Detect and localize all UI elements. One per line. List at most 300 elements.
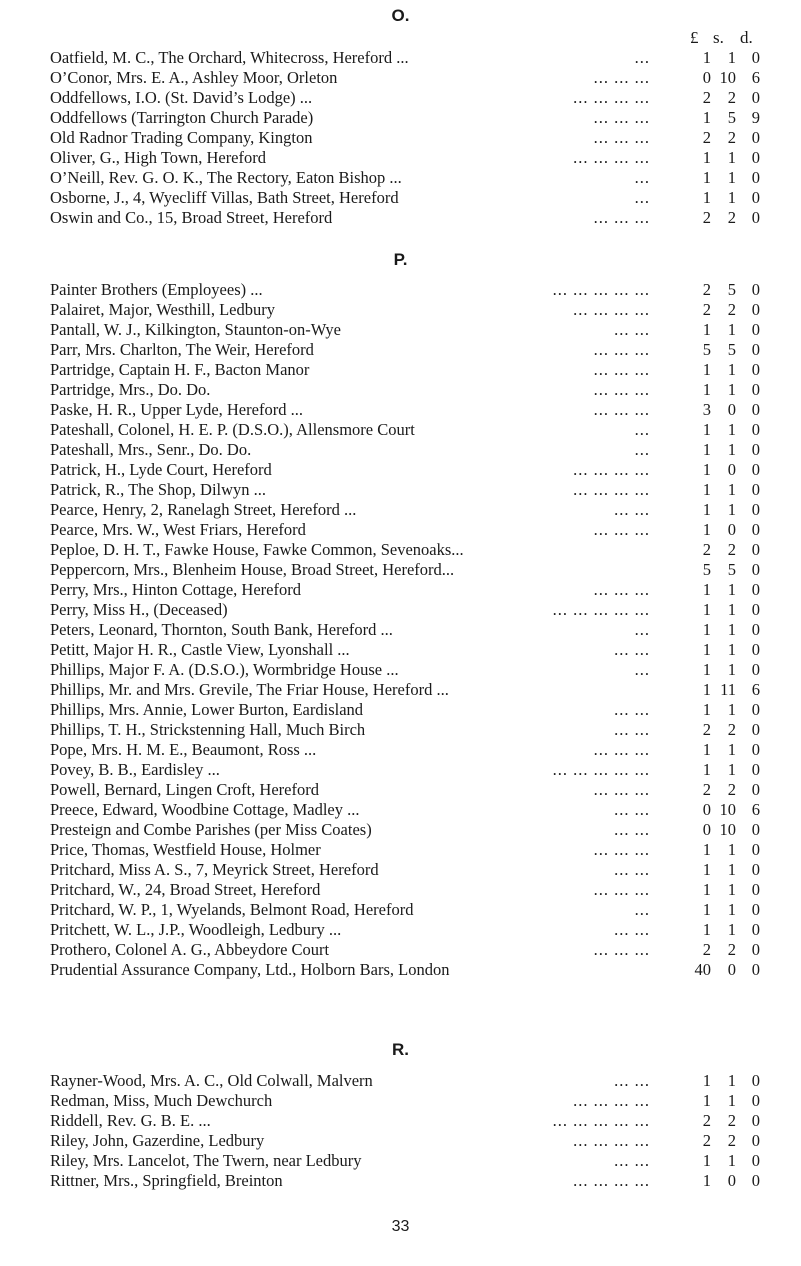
amount-pence: 0 bbox=[751, 148, 760, 167]
subscriber-row bbox=[50, 1111, 760, 1131]
amount-shillings: 10 bbox=[719, 800, 736, 819]
amount-pence: 0 bbox=[751, 600, 760, 619]
amount-pence: 0 bbox=[751, 580, 760, 599]
amount-shillings: 1 bbox=[727, 188, 736, 207]
amount-pounds: 1 bbox=[702, 520, 711, 539]
amount-pence: 0 bbox=[751, 900, 760, 919]
subscriber-row bbox=[50, 700, 760, 720]
amount-pounds: 1 bbox=[702, 680, 711, 699]
amount-shillings: 1 bbox=[727, 320, 736, 339]
subscriber-name: Oatfield, M. C., The Orchard, Whitecross, Hereford ... bbox=[50, 48, 409, 67]
subscriber-row bbox=[50, 400, 760, 420]
amount-pence: 0 bbox=[751, 920, 760, 939]
leader-dots: ... ... ... bbox=[593, 580, 650, 599]
amount-shillings: 1 bbox=[727, 580, 736, 599]
amount-pence: 0 bbox=[751, 460, 760, 479]
amount-pence: 0 bbox=[751, 188, 760, 207]
amount-pounds: 1 bbox=[702, 188, 711, 207]
subscriber-row bbox=[50, 148, 760, 168]
amount-pounds: 40 bbox=[694, 960, 711, 979]
subscriber-row bbox=[50, 680, 760, 700]
subscriber-row bbox=[50, 820, 760, 840]
leader-dots: ... ... ... bbox=[593, 840, 650, 859]
subscriber-row bbox=[50, 600, 760, 620]
subscriber-row bbox=[50, 520, 760, 540]
subscriber-name: Peploe, D. H. T., Fawke House, Fawke Common, Sevenoaks... bbox=[50, 540, 464, 559]
amount-shillings: 1 bbox=[727, 860, 736, 879]
leader-dots: ... ... bbox=[614, 1151, 650, 1170]
amount-shillings: 2 bbox=[727, 1131, 736, 1150]
subscriber-name: Petitt, Major H. R., Castle View, Lyonshall ... bbox=[50, 640, 350, 659]
amount-pence: 0 bbox=[751, 860, 760, 879]
subscriber-row bbox=[50, 108, 760, 128]
subscriber-name: Perry, Mrs., Hinton Cottage, Hereford bbox=[50, 580, 301, 599]
amount-shillings: 10 bbox=[719, 820, 736, 839]
subscriber-row bbox=[50, 1091, 760, 1111]
subscriber-name: Phillips, Major F. A. (D.S.O.), Wormbridge House ... bbox=[50, 660, 399, 679]
subscriber-row bbox=[50, 860, 760, 880]
subscriber-name: Pateshall, Colonel, H. E. P. (D.S.O.), Allensmore Court bbox=[50, 420, 415, 439]
amount-shillings: 1 bbox=[727, 420, 736, 439]
amount-pounds: 0 bbox=[702, 800, 711, 819]
amount-pounds: 1 bbox=[702, 1151, 711, 1170]
leader-dots: ... ... ... ... ... bbox=[552, 280, 650, 299]
section-heading-p: P. bbox=[393, 250, 408, 269]
subscriber-name: Rayner-Wood, Mrs. A. C., Old Colwall, Malvern bbox=[50, 1071, 373, 1090]
amount-pounds: 1 bbox=[702, 1071, 711, 1090]
subscriber-name: Riley, John, Gazerdine, Ledbury bbox=[50, 1131, 265, 1150]
subscriber-row bbox=[50, 280, 760, 300]
amount-pence: 0 bbox=[751, 940, 760, 959]
subscriber-name: Phillips, Mr. and Mrs. Grevile, The Friar House, Hereford ... bbox=[50, 680, 449, 699]
leader-dots: ... ... ... bbox=[593, 400, 650, 419]
amount-pounds: 1 bbox=[702, 168, 711, 187]
amount-pence: 0 bbox=[751, 380, 760, 399]
amount-shillings: 1 bbox=[727, 740, 736, 759]
leader-dots: ... ... ... bbox=[593, 740, 650, 759]
amount-pence: 0 bbox=[751, 560, 760, 579]
amount-shillings: 1 bbox=[727, 48, 736, 67]
subscriber-name: Pearce, Mrs. W., West Friars, Hereford bbox=[50, 520, 306, 539]
subscriber-name: Pritchard, W., 24, Broad Street, Hereford bbox=[50, 880, 321, 899]
leader-dots: ... bbox=[634, 188, 650, 207]
section-p-list bbox=[50, 280, 760, 980]
subscriber-name: O’Conor, Mrs. E. A., Ashley Moor, Orleton bbox=[50, 68, 338, 87]
amount-pence: 0 bbox=[751, 540, 760, 559]
leader-dots: ... ... ... ... bbox=[573, 1171, 650, 1190]
amount-shillings: 1 bbox=[727, 380, 736, 399]
amount-pence: 0 bbox=[751, 48, 760, 67]
leader-dots: ... ... ... ... ... bbox=[552, 760, 650, 779]
amount-shillings: 1 bbox=[727, 168, 736, 187]
leader-dots: ... ... ... bbox=[593, 108, 650, 127]
leader-dots: ... bbox=[634, 48, 650, 67]
leader-dots: ... ... bbox=[614, 700, 650, 719]
leader-dots: ... ... ... ... ... bbox=[552, 600, 650, 619]
subscriber-name: Patrick, H., Lyde Court, Hereford bbox=[50, 460, 272, 479]
amount-pounds: 1 bbox=[702, 148, 711, 167]
subscriber-name: Prothero, Colonel A. G., Abbeydore Court bbox=[50, 940, 330, 959]
amount-shillings: 2 bbox=[727, 720, 736, 739]
leader-dots: ... ... ... ... bbox=[573, 1131, 650, 1150]
pounds-header: £ bbox=[690, 28, 699, 47]
amount-pence: 0 bbox=[751, 360, 760, 379]
subscriber-row bbox=[50, 208, 760, 228]
amount-pence: 0 bbox=[751, 760, 760, 779]
leader-dots: ... ... bbox=[614, 1071, 650, 1090]
leader-dots: ... ... bbox=[614, 860, 650, 879]
subscriber-row bbox=[50, 940, 760, 960]
subscriber-name: Phillips, Mrs. Annie, Lower Burton, Eardisland bbox=[50, 700, 364, 719]
subscriber-name: Pritchard, W. P., 1, Wyelands, Belmont Road, Hereford bbox=[50, 900, 414, 919]
amount-pounds: 2 bbox=[702, 208, 711, 227]
subscriber-name: Patrick, R., The Shop, Dilwyn ... bbox=[50, 480, 267, 499]
amount-pence: 0 bbox=[751, 440, 760, 459]
subscriber-name: Old Radnor Trading Company, Kington bbox=[50, 128, 313, 147]
amount-pounds: 2 bbox=[702, 300, 711, 319]
subscriber-name: Price, Thomas, Westfield House, Holmer bbox=[50, 840, 321, 859]
subscriber-name: Parr, Mrs. Charlton, The Weir, Hereford bbox=[50, 340, 314, 359]
amount-pence: 0 bbox=[751, 700, 760, 719]
amount-shillings: 2 bbox=[727, 128, 736, 147]
amount-pounds: 1 bbox=[702, 900, 711, 919]
amount-shillings: 1 bbox=[727, 1151, 736, 1170]
leader-dots: ... ... ... ... ... bbox=[552, 1111, 650, 1130]
leader-dots: ... ... ... ... bbox=[573, 300, 650, 319]
subscriber-row bbox=[50, 760, 760, 780]
subscriber-name: Powell, Bernard, Lingen Croft, Hereford bbox=[50, 780, 319, 799]
amount-shillings: 2 bbox=[727, 540, 736, 559]
subscriber-row bbox=[50, 740, 760, 760]
pence-header: d. bbox=[740, 28, 753, 47]
amount-shillings: 5 bbox=[727, 108, 736, 127]
subscriber-row bbox=[50, 900, 760, 920]
leader-dots: ... bbox=[634, 420, 650, 439]
amount-shillings: 5 bbox=[727, 560, 736, 579]
amount-pence: 0 bbox=[751, 620, 760, 639]
subscriber-name: Riley, Mrs. Lancelot, The Twern, near Ledbury bbox=[50, 1151, 362, 1170]
amount-pence: 0 bbox=[751, 88, 760, 107]
amount-shillings: 1 bbox=[727, 660, 736, 679]
amount-pence: 0 bbox=[751, 780, 760, 799]
subscriber-row bbox=[50, 188, 760, 208]
amount-pence: 0 bbox=[751, 820, 760, 839]
amount-pence: 0 bbox=[751, 128, 760, 147]
amount-pence: 9 bbox=[751, 108, 760, 127]
amount-pounds: 1 bbox=[702, 460, 711, 479]
leader-dots: ... bbox=[634, 900, 650, 919]
amount-pounds: 1 bbox=[702, 600, 711, 619]
amount-pounds: 1 bbox=[702, 640, 711, 659]
subscriber-name: Peppercorn, Mrs., Blenheim House, Broad Street, Hereford... bbox=[50, 560, 455, 579]
amount-pence: 0 bbox=[751, 320, 760, 339]
leader-dots: ... ... bbox=[614, 920, 650, 939]
amount-pence: 0 bbox=[751, 168, 760, 187]
subscriber-name: Partridge, Captain H. F., Bacton Manor bbox=[50, 360, 310, 379]
amount-pounds: 1 bbox=[702, 1171, 711, 1190]
subscriber-row bbox=[50, 1131, 760, 1151]
amount-shillings: 1 bbox=[727, 840, 736, 859]
amount-shillings: 1 bbox=[727, 880, 736, 899]
amount-pence: 0 bbox=[751, 340, 760, 359]
amount-pounds: 1 bbox=[702, 920, 711, 939]
amount-pence: 0 bbox=[751, 1111, 760, 1130]
amount-pounds: 1 bbox=[702, 500, 711, 519]
shillings-header: s. bbox=[713, 28, 724, 47]
subscriber-name: Pritchett, W. L., J.P., Woodleigh, Ledbury ... bbox=[50, 920, 342, 939]
amount-pounds: 2 bbox=[702, 1111, 711, 1130]
amount-pounds: 2 bbox=[702, 88, 711, 107]
subscriber-name: O’Neill, Rev. G. O. K., The Rectory, Eaton Bishop ... bbox=[50, 168, 402, 187]
amount-pence: 0 bbox=[751, 280, 760, 299]
amount-pounds: 2 bbox=[702, 940, 711, 959]
section-r-list bbox=[50, 1071, 760, 1191]
amount-shillings: 1 bbox=[727, 1071, 736, 1090]
amount-pounds: 1 bbox=[702, 620, 711, 639]
subscriber-name: Phillips, T. H., Strickstenning Hall, Much Birch bbox=[50, 720, 366, 739]
amount-pounds: 1 bbox=[702, 420, 711, 439]
subscriber-name: Presteign and Combe Parishes (per Miss Coates) bbox=[50, 820, 372, 839]
subscriber-name: Preece, Edward, Woodbine Cottage, Madley ... bbox=[50, 800, 360, 819]
subscriber-row bbox=[50, 620, 760, 640]
subscriber-name: Oddfellows (Tarrington Church Parade) bbox=[50, 108, 314, 127]
subscriber-row bbox=[50, 440, 760, 460]
subscriber-row bbox=[50, 420, 760, 440]
subscriber-row bbox=[50, 720, 760, 740]
leader-dots: ... bbox=[634, 660, 650, 679]
subscriber-name: Oddfellows, I.O. (St. David’s Lodge) ... bbox=[50, 88, 313, 107]
subscriber-row bbox=[50, 660, 760, 680]
page-number: 33 bbox=[391, 1218, 410, 1235]
section-heading-o: O. bbox=[391, 6, 410, 25]
amount-shillings: 10 bbox=[719, 68, 736, 87]
amount-shillings: 1 bbox=[727, 1091, 736, 1110]
amount-pounds: 1 bbox=[702, 740, 711, 759]
amount-shillings: 0 bbox=[727, 1171, 736, 1190]
leader-dots: ... bbox=[634, 620, 650, 639]
subscriber-row bbox=[50, 320, 760, 340]
subscriber-row bbox=[50, 540, 760, 560]
subscriber-row bbox=[50, 580, 760, 600]
amount-pence: 0 bbox=[751, 520, 760, 539]
subscriber-name: Oliver, G., High Town, Hereford bbox=[50, 148, 266, 167]
leader-dots: ... ... ... bbox=[593, 208, 650, 227]
amount-shillings: 2 bbox=[727, 300, 736, 319]
subscriber-row bbox=[50, 560, 760, 580]
leader-dots: ... ... ... bbox=[593, 340, 650, 359]
subscriber-name: Rittner, Mrs., Springfield, Breinton bbox=[50, 1171, 283, 1190]
subscriber-row bbox=[50, 1151, 760, 1171]
amount-pence: 6 bbox=[751, 680, 760, 699]
subscriber-row bbox=[50, 88, 760, 108]
leader-dots: ... ... bbox=[614, 320, 650, 339]
subscriber-name: Peters, Leonard, Thornton, South Bank, Hereford ... bbox=[50, 620, 393, 639]
amount-pence: 0 bbox=[751, 740, 760, 759]
leader-dots: ... ... ... ... bbox=[573, 480, 650, 499]
subscriber-name: Povey, B. B., Eardisley ... bbox=[50, 760, 220, 779]
leader-dots: ... ... ... bbox=[593, 520, 650, 539]
subscriber-row bbox=[50, 920, 760, 940]
amount-pounds: 1 bbox=[702, 700, 711, 719]
amount-pounds: 1 bbox=[702, 380, 711, 399]
subscriber-name: Pantall, W. J., Kilkington, Staunton-on-Wye bbox=[50, 320, 341, 339]
subscriber-row bbox=[50, 48, 760, 68]
amount-shillings: 2 bbox=[727, 88, 736, 107]
amount-pence: 0 bbox=[751, 1151, 760, 1170]
amount-shillings: 1 bbox=[727, 760, 736, 779]
amount-pence: 0 bbox=[751, 1131, 760, 1150]
amount-pounds: 1 bbox=[702, 840, 711, 859]
amount-pounds: 1 bbox=[702, 660, 711, 679]
amount-pounds: 0 bbox=[702, 68, 711, 87]
leader-dots: ... ... ... ... bbox=[573, 460, 650, 479]
leader-dots: ... ... bbox=[614, 800, 650, 819]
subscriber-name: Pateshall, Mrs., Senr., Do. Do. bbox=[50, 440, 252, 459]
leader-dots: ... ... ... bbox=[593, 380, 650, 399]
subscriber-row bbox=[50, 300, 760, 320]
amount-pounds: 5 bbox=[702, 340, 711, 359]
amount-pence: 0 bbox=[751, 500, 760, 519]
section-heading-r: R. bbox=[392, 1040, 409, 1059]
subscriber-row bbox=[50, 480, 760, 500]
leader-dots: ... ... bbox=[614, 820, 650, 839]
subscriber-name: Prudential Assurance Company, Ltd., Holborn Bars, London bbox=[50, 960, 450, 979]
subscriber-name: Pearce, Henry, 2, Ranelagh Street, Hereford ... bbox=[50, 500, 357, 519]
subscriber-name: Pope, Mrs. H. M. E., Beaumont, Ross ... bbox=[50, 740, 317, 759]
leader-dots: ... ... ... ... bbox=[573, 148, 650, 167]
amount-shillings: 1 bbox=[727, 920, 736, 939]
leader-dots: ... ... bbox=[614, 500, 650, 519]
subscriber-name: Oswin and Co., 15, Broad Street, Hereford bbox=[50, 208, 333, 227]
amount-pence: 0 bbox=[751, 660, 760, 679]
amount-shillings: 2 bbox=[727, 780, 736, 799]
amount-shillings: 1 bbox=[727, 640, 736, 659]
subscriber-row bbox=[50, 640, 760, 660]
subscriber-row bbox=[50, 460, 760, 480]
subscriber-name: Partridge, Mrs., Do. Do. bbox=[50, 380, 211, 399]
amount-shillings: 2 bbox=[727, 208, 736, 227]
leader-dots: ... ... ... bbox=[593, 780, 650, 799]
subscriber-row bbox=[50, 1071, 760, 1091]
subscriber-row bbox=[50, 68, 760, 88]
amount-pence: 6 bbox=[751, 800, 760, 819]
subscriber-row bbox=[50, 800, 760, 820]
amount-pence: 6 bbox=[751, 68, 760, 87]
amount-shillings: 1 bbox=[727, 440, 736, 459]
amount-shillings: 0 bbox=[727, 400, 736, 419]
subscriber-row bbox=[50, 880, 760, 900]
amount-pence: 0 bbox=[751, 840, 760, 859]
section-o-list bbox=[50, 48, 760, 228]
amount-pence: 0 bbox=[751, 1171, 760, 1190]
subscriber-row bbox=[50, 168, 760, 188]
amount-shillings: 1 bbox=[727, 360, 736, 379]
subscriber-row bbox=[50, 128, 760, 148]
amount-pence: 0 bbox=[751, 480, 760, 499]
amount-pence: 0 bbox=[751, 208, 760, 227]
amount-shillings: 0 bbox=[727, 520, 736, 539]
amount-pounds: 2 bbox=[702, 720, 711, 739]
subscriber-row bbox=[50, 340, 760, 360]
amount-shillings: 0 bbox=[727, 960, 736, 979]
leader-dots: ... ... bbox=[614, 640, 650, 659]
amount-pounds: 1 bbox=[702, 320, 711, 339]
amount-pence: 0 bbox=[751, 640, 760, 659]
amount-shillings: 5 bbox=[727, 280, 736, 299]
amount-shillings: 1 bbox=[727, 900, 736, 919]
subscriber-name: Perry, Miss H., (Deceased) bbox=[50, 600, 228, 619]
amount-pence: 0 bbox=[751, 880, 760, 899]
amount-pounds: 1 bbox=[702, 48, 711, 67]
amount-shillings: 5 bbox=[727, 340, 736, 359]
amount-shillings: 1 bbox=[727, 600, 736, 619]
leader-dots: ... ... ... ... bbox=[573, 88, 650, 107]
leader-dots: ... ... ... bbox=[593, 880, 650, 899]
leader-dots: ... ... bbox=[614, 720, 650, 739]
amount-pounds: 0 bbox=[702, 820, 711, 839]
leader-dots: ... ... ... bbox=[593, 940, 650, 959]
amount-pounds: 1 bbox=[702, 580, 711, 599]
amount-pence: 0 bbox=[751, 720, 760, 739]
amount-shillings: 1 bbox=[727, 500, 736, 519]
subscriber-row bbox=[50, 960, 760, 980]
leader-dots: ... ... ... ... bbox=[573, 1091, 650, 1110]
amount-pounds: 1 bbox=[702, 360, 711, 379]
subscriber-row bbox=[50, 360, 760, 380]
amount-shillings: 1 bbox=[727, 148, 736, 167]
amount-pence: 0 bbox=[751, 300, 760, 319]
subscriber-name: Riddell, Rev. G. B. E. ... bbox=[50, 1111, 211, 1130]
amount-pounds: 2 bbox=[702, 280, 711, 299]
amount-shillings: 2 bbox=[727, 940, 736, 959]
amount-pounds: 1 bbox=[702, 760, 711, 779]
leader-dots: ... bbox=[634, 440, 650, 459]
subscriber-name: Pritchard, Miss A. S., 7, Meyrick Street, Hereford bbox=[50, 860, 379, 879]
amount-pence: 0 bbox=[751, 1091, 760, 1110]
amount-pence: 0 bbox=[751, 1071, 760, 1090]
amount-pounds: 1 bbox=[702, 860, 711, 879]
subscriber-row bbox=[50, 840, 760, 860]
amount-pence: 0 bbox=[751, 420, 760, 439]
subscriber-name: Painter Brothers (Employees) ... bbox=[50, 280, 263, 299]
amount-pounds: 2 bbox=[702, 128, 711, 147]
amount-shillings: 11 bbox=[720, 680, 736, 699]
amount-shillings: 1 bbox=[727, 700, 736, 719]
amount-shillings: 0 bbox=[727, 460, 736, 479]
amount-shillings: 1 bbox=[727, 480, 736, 499]
subscriber-name: Paske, H. R., Upper Lyde, Hereford ... bbox=[50, 400, 303, 419]
leader-dots: ... ... ... bbox=[593, 128, 650, 147]
subscriber-name: Palairet, Major, Westhill, Ledbury bbox=[50, 300, 275, 319]
subscriber-row bbox=[50, 1171, 760, 1191]
leader-dots: ... ... ... bbox=[593, 68, 650, 87]
amount-shillings: 1 bbox=[727, 620, 736, 639]
subscriber-name: Redman, Miss, Much Dewchurch bbox=[50, 1091, 273, 1110]
amount-pounds: 2 bbox=[702, 780, 711, 799]
amount-pounds: 1 bbox=[702, 880, 711, 899]
amount-pounds: 1 bbox=[702, 480, 711, 499]
leader-dots: ... bbox=[634, 168, 650, 187]
amount-shillings: 2 bbox=[727, 1111, 736, 1130]
leader-dots: ... ... ... bbox=[593, 360, 650, 379]
currency-header-row bbox=[50, 28, 760, 48]
subscriber-row bbox=[50, 500, 760, 520]
amount-pounds: 2 bbox=[702, 540, 711, 559]
amount-pence: 0 bbox=[751, 400, 760, 419]
subscriber-name: Osborne, J., 4, Wyecliff Villas, Bath Street, Hereford bbox=[50, 188, 399, 207]
amount-pence: 0 bbox=[751, 960, 760, 979]
amount-pounds: 1 bbox=[702, 440, 711, 459]
